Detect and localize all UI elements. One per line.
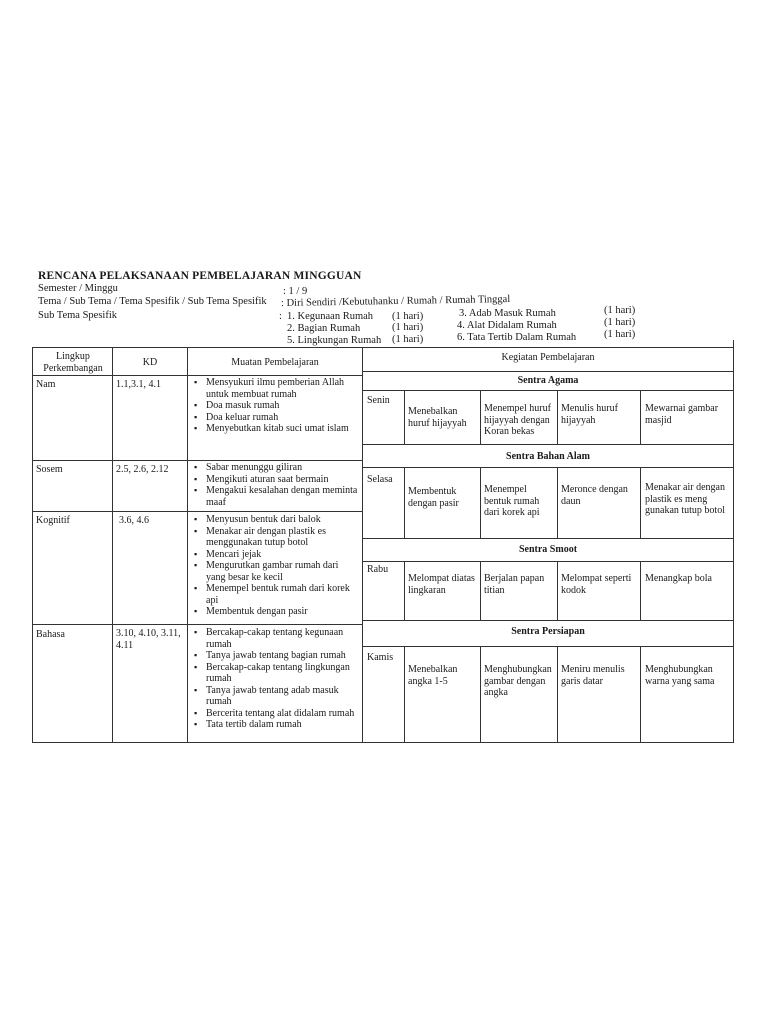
sentra-title: Sentra Persiapan bbox=[511, 626, 585, 637]
subtema-item: 3. Adab Masuk Rumah bbox=[459, 308, 556, 319]
table-border bbox=[557, 391, 558, 444]
muatan-list bbox=[193, 462, 359, 508]
list-item: ▪ Tanya jawab tentang bagian rumah bbox=[193, 650, 359, 662]
day-label: Rabu bbox=[367, 564, 389, 575]
table-border bbox=[32, 375, 363, 376]
table-border bbox=[480, 647, 481, 742]
list-item: ▪ Mengikuti aturan saat bermain bbox=[193, 474, 359, 486]
semester-label: Semester / Minggu bbox=[38, 283, 118, 294]
table-border bbox=[362, 620, 734, 621]
table-border bbox=[32, 511, 363, 512]
table-border bbox=[187, 347, 188, 743]
table-border bbox=[32, 347, 734, 348]
table-border bbox=[733, 340, 734, 743]
sentra-title: Sentra Agama bbox=[517, 375, 579, 386]
activity-cell: Melompat seperti kodok bbox=[561, 573, 632, 596]
lingkup-cell: Kognitif bbox=[36, 515, 70, 526]
subtema-item: 6. Tata Tertib Dalam Rumah bbox=[457, 332, 577, 343]
activity-cell: Meronce dengan daun bbox=[561, 484, 628, 507]
list-item: ▪ Tanya jawab tentang adab masuk rumah bbox=[193, 685, 359, 708]
day-label: Senin bbox=[367, 395, 390, 406]
sentra-title: Sentra Smoot bbox=[518, 544, 578, 555]
lingkup-cell: Nam bbox=[36, 379, 56, 390]
list-item: ▪ Mengurutkan gambar rumah dari yang besar ke kecil bbox=[193, 560, 359, 583]
table-border bbox=[557, 468, 558, 538]
table-border bbox=[362, 538, 734, 539]
list-item: ▪ Menempel bentuk rumah dari korek api bbox=[193, 583, 359, 606]
list-item: ▪ Mengakui kesalahan dengan meminta maaf bbox=[193, 485, 359, 508]
activity-cell: Berjalan papan titian bbox=[484, 573, 545, 596]
table-border bbox=[480, 562, 481, 620]
muatan-list bbox=[193, 627, 359, 731]
list-item: ▪ Tata tertib dalam rumah bbox=[193, 719, 359, 731]
subtema-days: (1 hari) bbox=[604, 317, 636, 328]
table-border bbox=[112, 347, 113, 743]
table-border bbox=[32, 624, 363, 625]
table-border bbox=[404, 647, 405, 742]
list-item: ▪ Menyebutkan kitab suci umat islam bbox=[193, 423, 359, 435]
tema-value: : Diri Sendiri /Kebutuhanku / Rumah / Rumah Tinggal bbox=[280, 293, 511, 309]
lingkup-cell: Bahasa bbox=[36, 629, 65, 640]
activity-cell: Menghubungkan warna yang sama bbox=[645, 664, 715, 687]
activity-cell: Melompat diatas lingkaran bbox=[408, 573, 475, 596]
list-item: ▪ Sabar menunggu giliran bbox=[193, 462, 359, 474]
header-muatan: Muatan Pembelajaran bbox=[231, 357, 319, 368]
table-border bbox=[32, 347, 33, 743]
table-border bbox=[404, 562, 405, 620]
subtema-label: Sub Tema Spesifik bbox=[38, 310, 117, 321]
table-border bbox=[640, 391, 641, 444]
day-label: Kamis bbox=[367, 652, 394, 663]
list-item: ▪ Bercakap-cakap tentang kegunaan rumah bbox=[193, 627, 359, 650]
muatan-list bbox=[193, 514, 359, 618]
list-item: ▪ Bercakap-cakap tentang lingkungan rumah bbox=[193, 662, 359, 685]
table-border bbox=[362, 444, 734, 445]
list-item: ▪ Mensyukuri ilmu pemberian Allah untuk membuat rumah bbox=[193, 377, 359, 400]
subtema-days: (1 hari) bbox=[392, 311, 424, 322]
activity-cell: Membentuk dengan pasir bbox=[408, 486, 459, 509]
subtema-days: (1 hari) bbox=[604, 329, 636, 340]
table-border bbox=[480, 468, 481, 538]
header-lingkup: Lingkup Perkembangan bbox=[43, 351, 103, 374]
list-item: ▪ Mencari jejak bbox=[193, 549, 359, 561]
table-border bbox=[362, 561, 734, 562]
table-border bbox=[362, 371, 734, 372]
table-border bbox=[640, 562, 641, 620]
activity-cell: Menulis huruf hijayyah bbox=[561, 403, 618, 426]
table-border bbox=[480, 391, 481, 444]
activity-cell: Menghubungkan gambar dengan angka bbox=[484, 664, 552, 698]
table-border bbox=[640, 468, 641, 538]
table-border bbox=[640, 647, 641, 742]
activity-cell: Menangkap bola bbox=[645, 573, 712, 584]
activity-cell: Mewarnai gambar masjid bbox=[645, 403, 719, 426]
subtema-days: (1 hari) bbox=[392, 334, 424, 345]
kd-cell: 3.6, 4.6 bbox=[119, 515, 149, 526]
table-border bbox=[557, 647, 558, 742]
header-kegiatan: Kegiatan Pembelajaran bbox=[501, 352, 595, 363]
list-item: ▪ Bercerita tentang alat didalam rumah bbox=[193, 708, 359, 720]
list-item: ▪ Menyusun bentuk dari balok bbox=[193, 514, 359, 526]
table-border bbox=[32, 742, 734, 743]
table-border bbox=[32, 460, 363, 461]
muatan-list bbox=[193, 377, 359, 435]
table-border bbox=[557, 562, 558, 620]
kd-cell: 2.5, 2.6, 2.12 bbox=[116, 464, 169, 475]
table-border bbox=[404, 468, 405, 538]
table-border bbox=[362, 347, 363, 743]
list-item: ▪ Doa masuk rumah bbox=[193, 400, 359, 412]
tema-label: Tema / Sub Tema / Tema Spesifik / Sub Tema Spesifik bbox=[38, 296, 267, 307]
lingkup-cell: Sosem bbox=[36, 464, 63, 475]
list-item: ▪ Doa keluar rumah bbox=[193, 412, 359, 424]
subtema-days: (1 hari) bbox=[604, 305, 636, 316]
activity-cell: Menebalkan huruf hijayyah bbox=[408, 406, 467, 429]
subtema-days: (1 hari) bbox=[392, 322, 424, 333]
activity-cell: Meniru menulis garis datar bbox=[561, 664, 625, 687]
subtema-item: 1. Kegunaan Rumah bbox=[287, 311, 374, 322]
kd-cell: 1.1,3.1, 4.1 bbox=[116, 379, 161, 390]
activity-cell: Menakar air dengan plastik es meng gunakan tutup botol bbox=[645, 482, 725, 516]
semester-value: : 1 / 9 bbox=[283, 286, 308, 297]
subtema-item: 4. Alat Didalam Rumah bbox=[457, 320, 557, 331]
subtema-item: 5. Lingkungan Rumah bbox=[287, 335, 382, 346]
day-label: Selasa bbox=[367, 474, 393, 485]
header-kd: KD bbox=[142, 357, 158, 368]
kd-cell: 3.10, 4.10, 3.11, 4.11 bbox=[116, 628, 181, 651]
list-item: ▪ Menakar air dengan plastik es menggunakan tutup botol bbox=[193, 526, 359, 549]
activity-cell: Menempel bentuk rumah dari korek api bbox=[484, 484, 540, 518]
table-border bbox=[362, 467, 734, 468]
activity-cell: Menempel huruf hijayyah dengan Koran bekas bbox=[484, 403, 551, 437]
document-title: RENCANA PELAKSANAAN PEMBELAJARAN MINGGUAN bbox=[38, 270, 362, 282]
subtema-item: 2. Bagian Rumah bbox=[287, 323, 361, 334]
table-border bbox=[404, 391, 405, 444]
table-border bbox=[362, 390, 734, 391]
list-item: ▪ Membentuk dengan pasir bbox=[193, 606, 359, 618]
subtema-colon: : bbox=[279, 311, 282, 322]
table-border bbox=[362, 646, 734, 647]
activity-cell: Menebalkan angka 1-5 bbox=[408, 664, 458, 687]
sentra-title: Sentra Bahan Alam bbox=[506, 451, 590, 462]
